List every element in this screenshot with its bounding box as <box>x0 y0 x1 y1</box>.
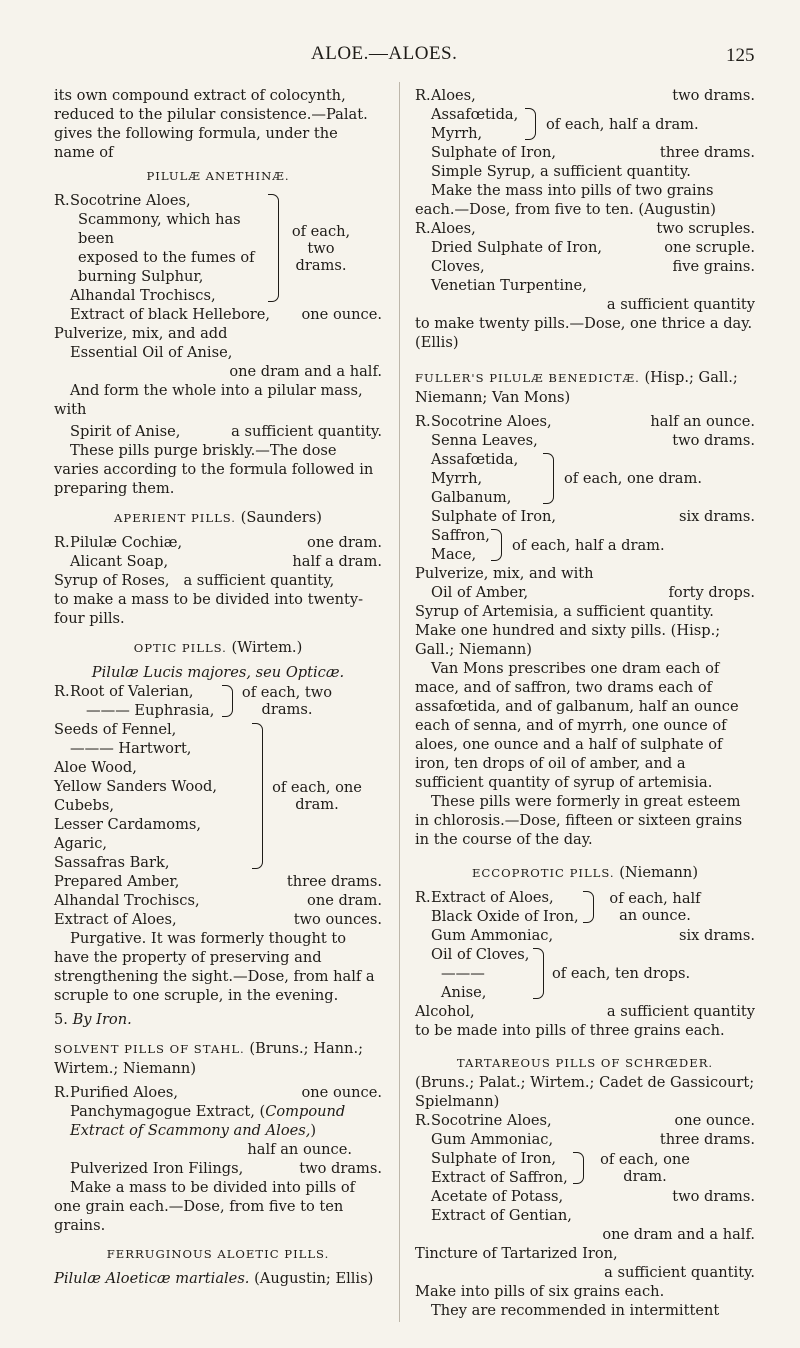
ingredient-row <box>431 219 755 238</box>
subsection-label: By Iron. <box>72 1011 132 1028</box>
ingredient-row <box>415 583 755 602</box>
brace-mark <box>573 1152 584 1184</box>
source: (Bruns.; Hann.; Wirtem.; Niemann) <box>54 1040 364 1077</box>
instruction: Make the mass into pills of two grains each.—Dose, from five to ten. (Augustin) <box>415 182 716 218</box>
ingredient-row <box>431 1130 755 1149</box>
ingredient: Scammony, which has been <box>78 211 241 247</box>
brace-mark <box>525 108 536 140</box>
ingredient: Alcohol, <box>415 1003 475 1020</box>
subsection-heading <box>54 1010 382 1029</box>
ingredient: Cubebs, <box>54 797 115 814</box>
recipe-block <box>415 86 755 181</box>
quantity: one ounce. <box>674 1112 755 1129</box>
right-column <box>415 86 755 1320</box>
quantity: a sufficient quantity <box>606 1003 755 1020</box>
quantity: one scruple. <box>664 239 755 256</box>
quantity: two scruples. <box>656 220 755 237</box>
ingredient: ——— Hartwort, <box>70 740 192 757</box>
quantity: two drams. <box>672 87 755 104</box>
ingredient-row <box>431 238 755 257</box>
ingredient-row <box>431 86 755 105</box>
ingredient: Alhandal Trochiscs, <box>70 287 216 304</box>
ingredient: Black Oxide of Iron, <box>431 908 579 925</box>
ingredient: Socotrine Aloes, <box>70 192 191 209</box>
ingredient-part: ) <box>310 1122 317 1139</box>
ingredient-row <box>431 143 755 162</box>
brace-group <box>431 450 755 507</box>
quantity: three drams. <box>659 1131 755 1148</box>
ingredient-part: Panchymagogue Extract, ( <box>70 1103 266 1120</box>
note-text: These pills purge briskly.—The dose varies according to the formula followed in preparing them. <box>54 442 374 497</box>
brace-mark <box>533 948 544 999</box>
quantity: one dram and a half. <box>602 1226 755 1243</box>
quantity: five grains. <box>672 258 755 275</box>
quantity: a sufficient quantity. <box>231 423 382 440</box>
ingredient: Dried Sulphate of Iron, <box>431 239 602 256</box>
ingredient <box>70 1102 382 1140</box>
quantity: forty drops. <box>668 584 755 601</box>
quantity: half a dram. <box>292 553 382 570</box>
quantity: three drams. <box>659 144 755 161</box>
ingredient: Spirit of Anise, <box>70 423 181 440</box>
latin-title: Pilulæ Aloeticæ martiales. <box>54 1270 250 1287</box>
brace-mark <box>268 194 279 302</box>
ingredient: Agaric, <box>54 835 108 852</box>
recipe-mark: R. <box>54 683 70 700</box>
ingredient: Myrrh, <box>431 470 483 487</box>
ingredient: Syrup of Roses, <box>54 572 170 589</box>
recipe-block <box>54 191 382 324</box>
ingredient-row <box>54 422 382 441</box>
ingredient: Extract of Aloes, <box>431 889 554 906</box>
ingredient-row <box>431 412 755 431</box>
section-heading: FULLER'S PILULÆ BENEDICTÆ. <box>415 371 640 385</box>
note-text: These pills were formerly in great esteem in chlorosis.—Dose, fifteen or sixteen grains in the course of the day. <box>415 793 743 848</box>
quantity: a sufficient quantity, <box>183 572 335 589</box>
page-title: ALOE.—ALOES. <box>311 43 458 64</box>
ingredient-row <box>54 891 382 910</box>
ingredient: Socotrine Aloes, <box>431 1112 552 1129</box>
recipe-block <box>415 1111 755 1244</box>
quantity: two drams. <box>672 432 755 449</box>
section-heading-row <box>54 638 382 658</box>
quantity: half an ounce. <box>650 413 755 430</box>
ingredient: Essential Oil of Anise, <box>70 344 233 361</box>
ingredient: Simple Syrup, a sufficient quantity. <box>431 163 691 180</box>
brace-note: of each, half a dram. <box>512 536 665 554</box>
brace-mark <box>491 529 502 561</box>
brace-note: of each, half a dram. <box>546 115 699 133</box>
ingredient: Extract of Saffron, <box>431 1169 568 1186</box>
ingredient: ——— Anise, <box>441 965 487 1001</box>
brace-note: of each, one dram. <box>600 1151 690 1185</box>
recipe-block <box>54 682 382 720</box>
section-heading: OPTIC PILLS. <box>133 641 227 655</box>
instruction: Pulverize, mix, and add <box>54 325 228 342</box>
note-text: Purgative. It was formerly thought to have the property of preserving and strengthening the sight.—Dose, from half a scruple to one scruple, in the evening. <box>54 930 375 1004</box>
ingredient: Extract of Gentian, <box>431 1207 572 1224</box>
ingredient: Oil of Amber, <box>431 584 529 601</box>
ingredient: Syrup of Artemisia, a sufficient quantity. <box>415 603 714 620</box>
brace-group <box>431 105 755 143</box>
brace-note: of each, one dram. <box>564 470 702 487</box>
quantity: one ounce. <box>301 1084 382 1101</box>
source: (Saunders) <box>240 509 322 526</box>
recipe-block <box>54 1083 382 1178</box>
source: (Hisp.; Gall.; Niemann; Van Mons) <box>415 369 738 406</box>
ingredient: Lesser Cardamoms, <box>54 816 202 833</box>
column-divider <box>399 82 400 1322</box>
ingredient: Acetate of Potass, <box>431 1188 564 1205</box>
brace-mark <box>252 723 263 869</box>
ingredient: Sassafras Bark, <box>54 854 170 871</box>
ingredient: Venetian Turpentine, <box>431 277 587 294</box>
note-text: Van Mons prescribes one dram each of mace, and of saffron, two drams each of assafœtida, and of galbanum, half an ounce each of senna, and of myrrh, one ounce of aloes, one ounce and a half of sulphate of iron, ten drops of oil of amber, and a sufficient quantity of syrup of artemisia. <box>415 660 739 791</box>
ingredient: Yellow Sanders Wood, <box>54 778 217 795</box>
recipe-block <box>415 219 755 314</box>
quantity: half an ounce. <box>247 1141 352 1158</box>
ingredient-row <box>70 305 382 324</box>
ingredient: ——— Euphrasia, <box>86 702 215 719</box>
recipe-mark: R. <box>415 87 431 104</box>
section-heading-row <box>54 508 382 528</box>
quantity: three drams. <box>286 873 382 890</box>
brace-note: of each, two drams. <box>291 222 351 274</box>
quantity: a sufficient quantity. <box>604 1264 755 1281</box>
ingredient: Assafœtida, <box>431 106 519 123</box>
ingredient: Pilulæ Cochiæ, <box>70 534 183 551</box>
section-heading: APERIENT PILLS. <box>114 511 236 525</box>
quantity: one dram and a half. <box>229 363 382 380</box>
quantity: two ounces. <box>293 911 382 928</box>
ingredient-row <box>54 910 382 929</box>
section-heading-row <box>415 863 755 883</box>
recipe-mark: R. <box>415 220 431 237</box>
ingredient-row <box>415 1002 755 1021</box>
recipe-mark: R. <box>415 413 431 430</box>
section-heading: PILULÆ ANETHINÆ. <box>146 169 290 183</box>
brace-group <box>431 888 755 926</box>
instruction: Make one hundred and sixty pills. (Hisp.; Gall.; Niemann) <box>415 622 721 658</box>
ingredient: Galbanum, <box>431 489 512 506</box>
brace-group <box>431 1149 755 1187</box>
brace-group <box>431 945 755 1002</box>
ingredient: Seeds of Fennel, <box>54 721 177 738</box>
ingredient: Tincture of Tartarized Iron, <box>415 1245 618 1262</box>
brace-note: of each, ten drops. <box>552 965 691 982</box>
ingredient: Socotrine Aloes, <box>431 413 552 430</box>
brace-group <box>70 682 382 720</box>
instruction: to be made into pills of three grains each. <box>415 1022 725 1039</box>
ingredient: Sulphate of Iron, <box>431 144 557 161</box>
ingredient: Extract of black Hellebore, <box>70 306 271 323</box>
ingredient-row <box>431 926 755 945</box>
ingredient: Root of Valerian, <box>70 683 194 700</box>
ingredient: Aloes, <box>431 220 476 237</box>
ingredient: Gum Ammoniac, <box>431 927 554 944</box>
recipe-mark: R. <box>415 889 431 906</box>
recipe-mark: R. <box>415 1112 431 1129</box>
ingredient: exposed to the fumes of <box>78 249 255 266</box>
ingredient: Senna Leaves, <box>431 432 538 449</box>
ingredient: Sulphate of Iron, <box>431 508 557 525</box>
brace-mark <box>583 891 594 923</box>
ingredient-row <box>431 1187 755 1206</box>
recipe-block <box>415 888 755 1002</box>
ingredient: Prepared Amber, <box>54 873 180 890</box>
ingredient: Purified Aloes, <box>70 1084 178 1101</box>
source: (Niemann) <box>619 864 699 881</box>
ingredient-row <box>54 872 382 891</box>
ingredient: Sulphate of Iron, <box>431 1150 557 1167</box>
ingredient-row <box>70 1083 382 1102</box>
instruction: to make twenty pills.—Dose, one thrice a day. (Ellis) <box>415 315 753 351</box>
section-heading: SOLVENT PILLS OF STAHL. <box>54 1042 245 1056</box>
instruction: And form the whole into a pilular mass, with <box>54 382 363 418</box>
ingredient-row <box>431 1111 755 1130</box>
section-heading: ECCOPROTIC PILLS. <box>471 866 615 880</box>
ingredient: Pulverized Iron Filings, <box>70 1160 244 1177</box>
source: (Augustin; Ellis) <box>254 1270 374 1287</box>
ingredient-row <box>431 431 755 450</box>
ingredient: Alicant Soap, <box>70 553 169 570</box>
brace-group <box>70 191 382 305</box>
intro-text: its own compound extract of colocynth, reduced to the pilular consistence.—Palat. gives the following formula, under the name of <box>54 87 368 161</box>
ingredient-row <box>70 533 382 552</box>
ingredient-row <box>70 1159 382 1178</box>
ingredient: burning Sulphur, <box>78 268 204 285</box>
ingredient: Aloes, <box>431 87 476 104</box>
section-heading: TARTAREOUS PILLS OF SCHRŒDER. <box>456 1056 714 1070</box>
ingredient: Myrrh, <box>431 125 483 142</box>
latin-row <box>54 1269 382 1288</box>
ingredient: Mace, <box>431 546 477 563</box>
brace-mark <box>543 453 554 504</box>
quantity: one ounce. <box>301 306 382 323</box>
recipe-block <box>415 412 755 564</box>
section-heading: FERRUGINOUS ALOETIC PILLS. <box>106 1247 330 1261</box>
ingredient: Extract of Aloes, <box>54 911 177 928</box>
ingredient: Gum Ammoniac, <box>431 1131 554 1148</box>
brace-group <box>431 526 755 564</box>
latin-title: Pilulæ Lucis majores, seu Opticæ. <box>91 664 345 681</box>
ingredient: Cloves, <box>431 258 485 275</box>
recipe-block <box>54 533 382 571</box>
recipe-mark: R. <box>54 534 70 551</box>
ingredient: Assafœtida, <box>431 451 519 468</box>
ingredient-row <box>54 571 382 590</box>
recipe-mark: R. <box>54 1084 70 1101</box>
quantity: a sufficient quantity <box>606 296 755 313</box>
ingredient-row <box>431 507 755 526</box>
quantity: six drams. <box>678 508 755 525</box>
instruction: to make a mass to be divided into twenty-four pills. <box>54 591 364 627</box>
note-text: They are recommended in intermittent <box>431 1302 720 1319</box>
quantity: six drams. <box>678 927 755 944</box>
section-heading-row <box>415 368 755 407</box>
quantity: two drams. <box>672 1188 755 1205</box>
left-column <box>54 86 382 1288</box>
subsection-number: 5. <box>54 1011 68 1028</box>
ingredient-row <box>431 257 755 276</box>
quantity: two drams. <box>299 1160 382 1177</box>
brace-group <box>54 720 382 872</box>
quantity: one dram. <box>307 534 382 551</box>
brace-note: of each, one dram. <box>272 779 362 813</box>
brace-mark <box>222 685 233 717</box>
ingredient: Saffron, <box>431 527 490 544</box>
section-heading-row <box>54 1039 382 1078</box>
ingredient: Oil of Cloves, <box>431 946 530 963</box>
source: (Wirtem.) <box>231 639 303 656</box>
instruction: Make into pills of six grains each. <box>415 1283 665 1300</box>
running-header <box>0 44 800 68</box>
brace-note: of each, two drams. <box>241 684 333 718</box>
ingredient-row <box>70 552 382 571</box>
page-number: 125 <box>726 45 755 66</box>
source: (Bruns.; Palat.; Wirtem.; Cadet de Gassicourt; Spielmann) <box>415 1074 755 1110</box>
instruction: Pulverize, mix, and with <box>415 565 594 582</box>
ingredient: Alhandal Trochiscs, <box>54 892 200 909</box>
instruction: Make a mass to be divided into pills of one grain each.—Dose, from five to ten grains. <box>54 1179 356 1234</box>
quantity: one dram. <box>307 892 382 909</box>
recipe-mark: R. <box>54 192 70 209</box>
ingredient: Aloe Wood, <box>54 759 137 776</box>
brace-note: of each, half an ounce. <box>609 890 701 924</box>
ingredient-italic: Compound Extract of Scammony and Aloes, <box>70 1103 346 1139</box>
